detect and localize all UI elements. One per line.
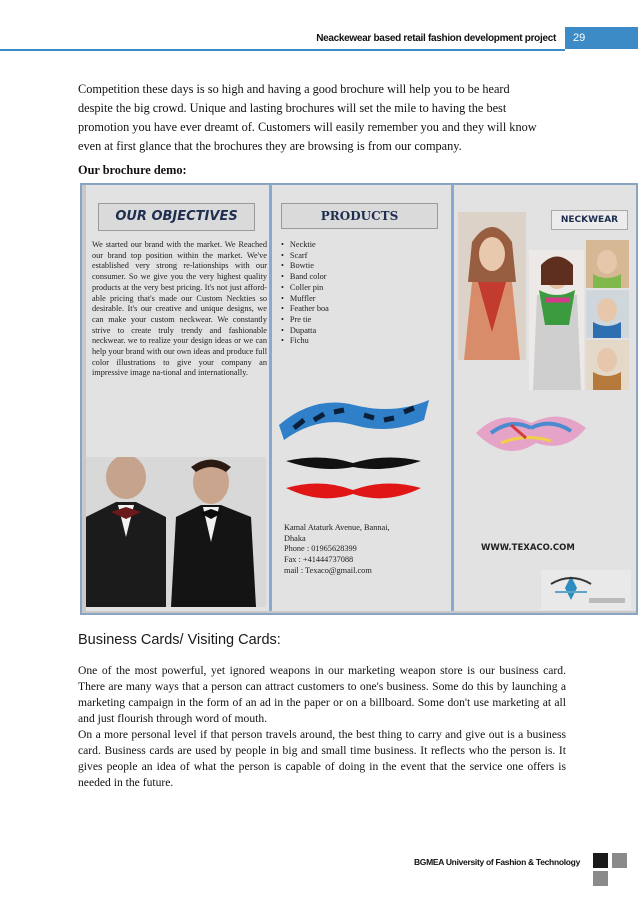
product-item: • Scarf — [281, 251, 329, 262]
brochure-demo-label: Our brochure demo: — [78, 163, 187, 177]
objectives-title: OUR OBJECTIVES — [98, 203, 255, 231]
brochure-website: WWW.TEXACO.COM — [481, 543, 575, 553]
footer-decor-square — [593, 853, 608, 868]
contact-mail: mail : Texaco@gmail.com — [284, 565, 372, 575]
intro-paragraph — [78, 80, 568, 156]
brochure-background — [86, 185, 636, 611]
product-item: • Dupatta — [281, 326, 329, 337]
body-paragraph: On a more personal level if that person travels around, the best thing to carry and give out is a business card. Business cards are used by people in big and small time business. It reflects who the person is. It gives people an idea of what the person is capable of doing in the event that the service one offers is needed in the future. — [78, 728, 566, 789]
texaco-logo — [541, 570, 631, 610]
product-item: • Band color — [281, 272, 329, 283]
product-item: • Pre tie — [281, 315, 329, 326]
brochure-image — [80, 183, 638, 615]
model-collage-photo — [529, 240, 629, 390]
footer-institution: BGMEA University of Fashion & Technology — [413, 857, 580, 867]
intro-line: Competition these days is so high and having a good brochure will help you to be heard — [78, 82, 510, 96]
product-item: • Necktie — [281, 240, 329, 251]
contact-address-line: Kamal Ataturk Avenue, Bannai, — [284, 523, 390, 532]
scarf-photo — [274, 390, 434, 445]
contact-fax: Fax : +41444737088 — [284, 555, 354, 565]
silk-scarf-photo — [471, 403, 591, 468]
body-paragraph: One of the most powerful, yet ignored weapons in our marketing weapon store is our business card. There are many ways that a person can attract customers to one's business. Some do this by launching a marketing campaign in the form of an ad in the paper or on a billboard. Some don't use marketing at all and just flourish through word of mouth. — [78, 664, 566, 725]
product-item: • Coller pin — [281, 283, 329, 294]
objectives-text: We started our brand with the market. We Reached our brand top position within the market. We've established very strong re-lationships with our consumer. So we give you the very highest quality products at the very best pricing. It's not just afford-able pricing that's made our Custom Neckties so desirable. It's our creative and unique designs, we can make your custom neckwear. We constantly strive to create truly trendy and fashionable neckwear. we to realize your design ideas or we can help your brand with our own ideas and produce full color illustrations to give your company an impressive image na-tional and internationally. — [92, 240, 267, 378]
products-list — [281, 240, 329, 347]
neckwear-title: NECKWEAR — [551, 210, 628, 230]
contact-address-line: Dhaka — [284, 533, 306, 543]
intro-line: even at first glance that the brochures they are browsing is from our company. — [78, 139, 462, 153]
model-scarf-photo — [458, 212, 526, 360]
product-item: • Muffler — [281, 294, 329, 305]
contact-block — [284, 523, 434, 577]
footer-decor-square — [612, 853, 627, 868]
header-rule — [0, 49, 565, 51]
product-item: • Bowtie — [281, 261, 329, 272]
products-title: PRODUCTS — [281, 203, 438, 229]
bowties-photo — [281, 453, 426, 508]
product-item: • Fichu — [281, 336, 329, 347]
footer-decor-square — [593, 871, 608, 886]
panel-divider — [451, 185, 454, 611]
intro-line: promotion you have ever dreamt of. Customers will easily remember you and they will know — [78, 120, 537, 134]
section-heading: Business Cards/ Visiting Cards: — [78, 632, 281, 648]
business-cards-text — [78, 663, 566, 791]
product-item: • Feather boa — [281, 304, 329, 315]
page-number-badge — [565, 27, 638, 49]
page-number: 29 — [573, 32, 586, 44]
running-header-title: Neackewear based retail fashion development project — [316, 33, 556, 44]
contact-phone: Phone : 01965628399 — [284, 544, 357, 554]
suit-models-photo — [86, 457, 266, 607]
panel-divider — [269, 185, 272, 611]
intro-line: despite the big crowd. Unique and lasting brochures will set the mile to having the best — [78, 101, 507, 115]
